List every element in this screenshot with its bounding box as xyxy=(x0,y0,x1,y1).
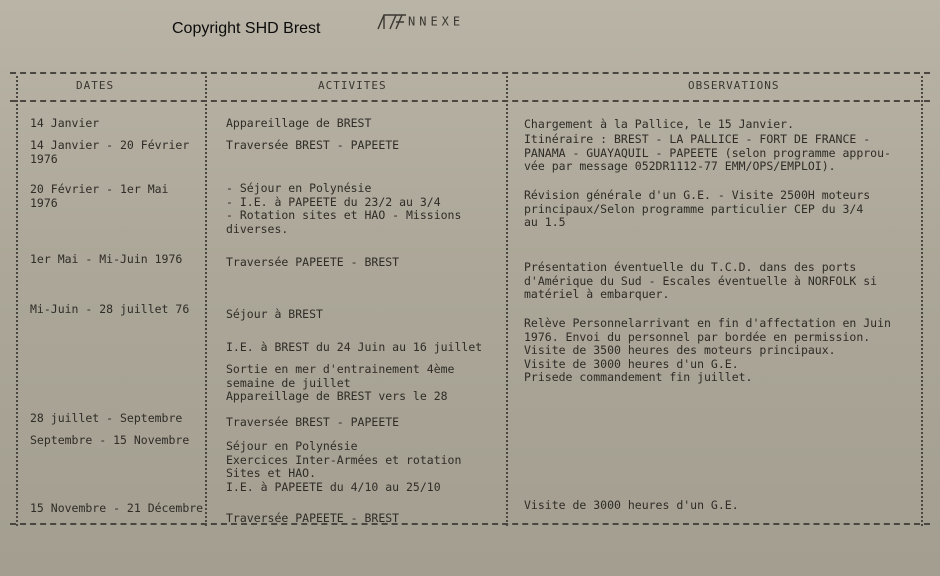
row-date-cell-line: 28 juillet - Septembre xyxy=(30,411,183,425)
column-rule-2 xyxy=(506,76,508,526)
row-activites-cell xyxy=(226,182,461,236)
row-activites-cell-line: Sites et HAO. xyxy=(226,466,317,480)
row-activites-cell-line: semaine de juillet xyxy=(226,375,351,390)
row-activites-cell-line: Exercices Inter-Armées et rotation xyxy=(226,452,462,467)
row-observations-cell xyxy=(524,317,891,385)
row-observations-cell-line: PANAMA - GUAYAQUIL - PAPEETE (selon programme approu- xyxy=(524,145,891,160)
row-observations-cell-line: Visite de 3000 heures d'un G.E. xyxy=(524,356,739,371)
column-rule-right xyxy=(921,76,923,526)
column-header-observations: OBSERVATIONS xyxy=(688,79,780,92)
row-activites-cell xyxy=(226,363,454,404)
row-observations-cell xyxy=(524,261,877,302)
row-date-cell-line: Mi-Juin - 28 juillet 76 xyxy=(30,302,190,316)
row-observations-cell-line: 1976. Envoi du personnel par bordée en permission. xyxy=(524,329,871,344)
row-activites-cell-line: Sortie en mer d'entrainement 4ème xyxy=(226,362,455,376)
row-date-cell xyxy=(30,253,182,267)
row-date-cell xyxy=(30,117,99,131)
row-observations-cell xyxy=(524,133,891,174)
annexe-heading xyxy=(376,13,464,31)
row-activites-cell-line: Séjour en Polynésie xyxy=(226,439,358,453)
row-observations-cell xyxy=(524,499,739,513)
row-observations-cell-line: d'Amérique du Sud - Escales éventuelle à NORFOLK si xyxy=(524,273,878,288)
row-activites-cell xyxy=(226,416,399,430)
row-activites-cell-line: Appareillage de BREST vers le 28 xyxy=(226,389,448,403)
row-activites-cell-line: Appareillage de BREST xyxy=(226,116,372,130)
row-activites-cell-line: Traversée PAPEETE - BREST xyxy=(226,255,400,269)
row-observations-cell-line: Présentation éventuelle du T.C.D. dans des ports xyxy=(524,260,857,274)
copyright-text: Copyright SHD Brest xyxy=(172,20,321,37)
row-activites-cell-line: Traversée PAPEETE - BREST xyxy=(226,511,400,525)
row-date-cell xyxy=(30,502,203,516)
column-header-dates: DATES xyxy=(76,79,115,92)
row-activites-cell xyxy=(226,308,323,322)
row-observations-cell-line: matériel à embarquer. xyxy=(524,287,670,301)
row-date-cell xyxy=(30,303,189,317)
table-top-rule xyxy=(10,72,930,74)
row-date-cell-line: 1976 xyxy=(30,195,58,210)
row-observations-cell-line: Chargement à la Pallice, le 15 Janvier. xyxy=(524,117,795,131)
row-date-cell-line: 15 Novembre - 21 Décembre xyxy=(30,501,204,515)
row-observations-cell-line: Visite de 3000 heures d'un G.E. xyxy=(524,498,739,512)
row-activites-cell xyxy=(226,256,399,270)
row-observations-cell-line: Relève Personnelarrivant en fin d'affectation en Juin xyxy=(524,316,891,330)
row-date-cell xyxy=(30,434,189,448)
row-date-cell-line: 14 Janvier - 20 Février xyxy=(30,138,190,152)
row-activites-cell-line: - I.E. à PAPEETE du 23/2 au 3/4 xyxy=(226,194,441,209)
row-activites-cell xyxy=(226,440,461,494)
row-observations-cell-line: vée par message 052DR1112-77 EMM/OPS/EMPLOI). xyxy=(524,159,836,173)
row-activites-cell-line: I.E. à PAPEETE du 4/10 au 25/10 xyxy=(226,479,441,494)
row-activites-cell-line: - Séjour en Polynésie xyxy=(226,181,372,195)
row-observations-cell-line: Itinéraire : BREST - LA PALLICE - FORT DE FRANCE - xyxy=(524,132,871,146)
row-date-cell-line: 1976 xyxy=(30,151,58,166)
row-activites-cell-line: Séjour à BREST xyxy=(226,307,323,321)
row-date-cell-line: Septembre - 15 Novembre xyxy=(30,433,190,447)
row-observations-cell-line: Révision générale d'un G.E. - Visite 2500H moteurs xyxy=(524,188,871,202)
annexe-text: NNEXE xyxy=(408,14,465,29)
row-activites-cell-line: Traversée BREST - PAPEETE xyxy=(226,138,400,152)
row-activites-cell xyxy=(226,341,482,355)
column-rule-left xyxy=(16,76,18,526)
row-date-cell xyxy=(30,412,182,426)
row-activites-cell-line: diverses. xyxy=(226,221,289,236)
row-observations-cell-line: au 1.5 xyxy=(524,215,566,229)
row-activites-cell-line: I.E. à BREST du 24 Juin au 16 juillet xyxy=(226,340,483,354)
row-observations-cell-line: Prisede commandement fin juillet. xyxy=(524,370,753,384)
row-activites-cell xyxy=(226,512,399,526)
row-date-cell xyxy=(30,183,168,210)
row-observations-cell-line: Visite de 3500 heures des moteurs principaux. xyxy=(524,343,836,357)
row-observations-cell xyxy=(524,118,794,132)
table-bottom-rule xyxy=(10,523,930,525)
row-date-cell-line: 14 Janvier xyxy=(30,116,100,130)
row-activites-cell xyxy=(226,139,399,153)
row-observations-cell xyxy=(524,189,870,230)
row-observations-cell-line: principaux/Selon programme particulier CEP du 3/4 xyxy=(524,201,864,216)
table-header-rule xyxy=(10,100,930,102)
row-date-cell xyxy=(30,139,189,166)
annexe-logo-icon xyxy=(376,13,408,31)
column-rule-1 xyxy=(205,76,207,526)
row-activites-cell-line: - Rotation sites et HAO - Missions xyxy=(226,208,462,222)
column-header-activites: ACTIVITES xyxy=(318,79,387,92)
row-date-cell-line: 20 Février - 1er Mai xyxy=(30,182,169,196)
row-date-cell-line: 1er Mai - Mi-Juin 1976 xyxy=(30,252,183,266)
row-activites-cell-line: Traversée BREST - PAPEETE xyxy=(226,415,400,429)
row-activites-cell xyxy=(226,117,371,131)
